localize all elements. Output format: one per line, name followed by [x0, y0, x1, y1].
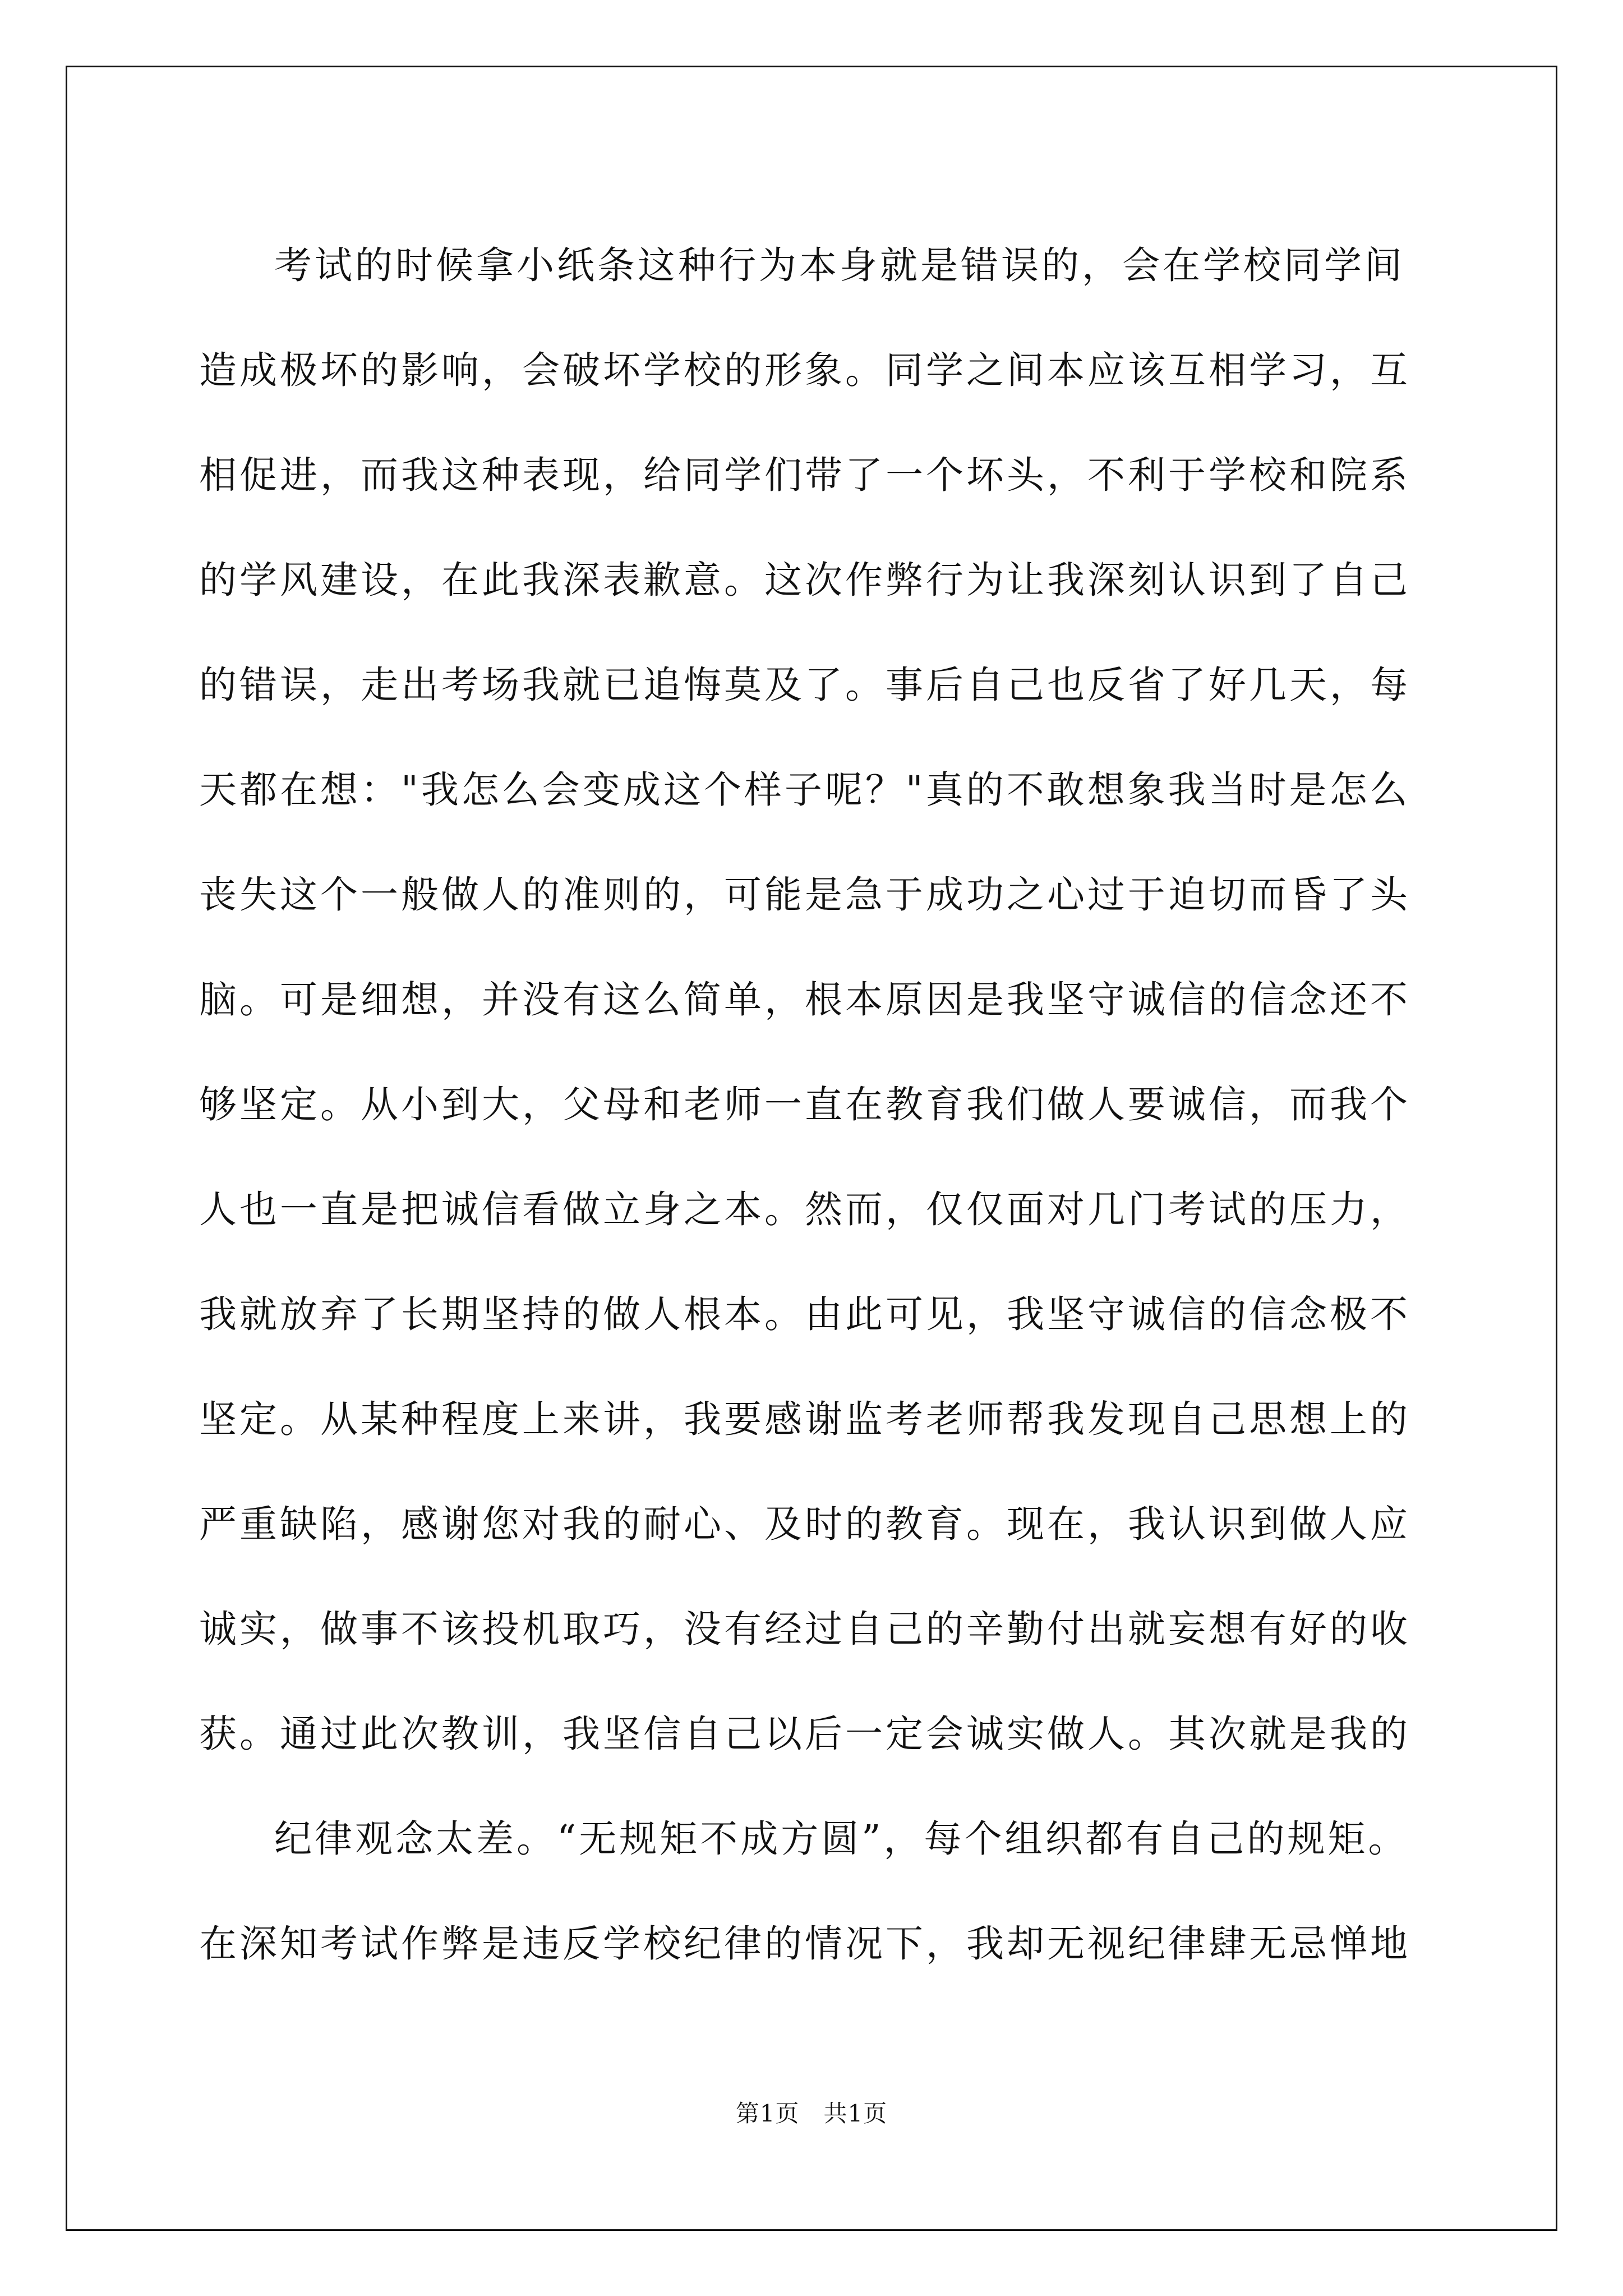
text-line: 丧失这个一般做人的准则的，可能是急于成功之心过于迫切而昏了头 [199, 873, 1410, 917]
text-line: 在深知考试作弊是违反学校纪律的情况下，我却无视纪律肆无忌惮地 [199, 1922, 1410, 1966]
text-line: 的错误，走出考场我就已追悔莫及了。事后自己也反省了好几天，每 [199, 663, 1410, 707]
text-line: 人也一直是把诚信看做立身之本。然而，仅仅面对几门考试的压力， [199, 1188, 1410, 1231]
text-line: 考试的时候拿小纸条这种行为本身就是错误的，会在学校同学间 [274, 243, 1405, 287]
text-line: 纪律观念太差。“无规矩不成方圆”，每个组织都有自己的规矩。 [274, 1817, 1409, 1861]
document-body [199, 213, 1426, 1996]
text-line: 我就放弃了长期坚持的做人根本。由此可见，我坚守诚信的信念极不 [199, 1292, 1410, 1336]
text-line: 相促进，而我这种表现，给同学们带了一个坏头，不利于学校和院系 [199, 453, 1410, 497]
text-line: 脑。可是细想，并没有这么简单，根本原因是我坚守诚信的信念还不 [199, 978, 1410, 1022]
text-line: 造成极坏的影响，会破坏学校的形象。同学之间本应该互相学习，互 [199, 348, 1410, 392]
text-line: 天都在想："我怎么会变成这个样子呢？"真的不敢想象我当时是怎么 [199, 768, 1410, 812]
text-line: 严重缺陷，感谢您对我的耐心、及时的教育。现在，我认识到做人应 [199, 1502, 1410, 1546]
text-line: 的学风建设，在此我深表歉意。这次作弊行为让我深刻认识到了自己 [199, 558, 1410, 602]
text-line: 够坚定。从小到大，父母和老师一直在教育我们做人要诚信，而我个 [199, 1083, 1410, 1126]
text-line: 诚实，做事不该投机取巧，没有经过自己的辛勤付出就妄想有好的收 [199, 1607, 1410, 1651]
page-footer: 第1页 共1页 [735, 2100, 888, 2127]
text-line: 坚定。从某种程度上来讲，我要感谢监考老师帮我发现自己思想上的 [199, 1397, 1410, 1441]
text-line: 获。通过此次教训，我坚信自己以后一定会诚实做人。其次就是我的 [199, 1712, 1410, 1756]
